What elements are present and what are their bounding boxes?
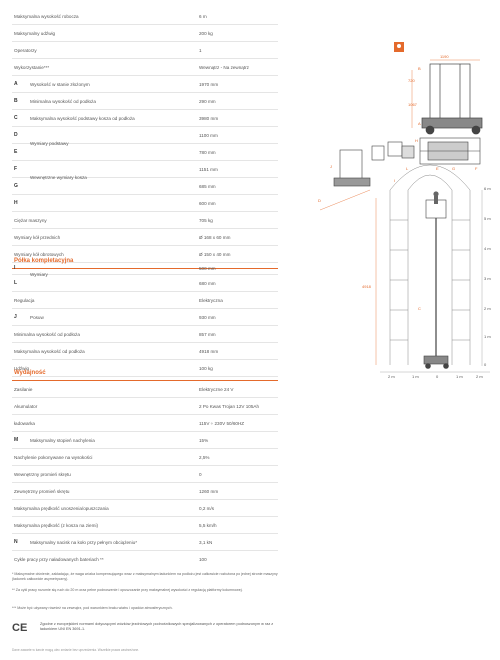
bottom-disclaimer: Dane zawarte w karcie mogą ulec zmianie bez uprzedzenia. Wszelkie prawa zastrzeżone. (12, 648, 140, 652)
spec-letter: F (14, 166, 18, 172)
spec-value: 2,5% (199, 455, 210, 460)
shelf-row-j (12, 309, 278, 326)
spec-label: Zewnętrzny promień skrętu (14, 489, 70, 494)
dim-label-i: I (394, 178, 396, 183)
spec-label: Maksymalna prędkość (z kosza na ziemi) (14, 523, 98, 528)
spec-value: 6 m (199, 14, 207, 19)
ruler-label: 1 m (412, 374, 419, 379)
spec-label: Minimalna wysokość od podłoża (30, 99, 96, 104)
spec-row-c (12, 110, 278, 127)
spec-value: Wewnątrz - Na zewnątrz (199, 65, 249, 70)
spec-value: 1260 mm (199, 489, 219, 494)
shelving-rack-drawing (390, 165, 470, 365)
footnote-3: *** Może być używany również na zewnątrz, pod warunkiem braku wiatru i opadów atmosferycznych. (12, 606, 173, 610)
machine-3d-left (334, 146, 384, 186)
spec-label: Posuw (30, 315, 44, 320)
top-view-drawing (420, 138, 480, 164)
ce-compliance-text: Zgodne z europejskimi normami dotyczącymi wózków jezdniowych podnośnikowych specjalizowanych z operatorem podnoszonym w raz z ładunkiem UNI EN 3691-1. (40, 622, 274, 631)
dim-label-1190: 1190 (440, 54, 449, 59)
ruler-label: 0 (436, 374, 439, 379)
ruler-label: 2 m (476, 374, 483, 379)
spec-label: Akumulator (14, 404, 38, 409)
dim-label-720: 720 (408, 78, 415, 83)
spec-row-e (12, 144, 278, 161)
shelf-dims-label: Wymiary (30, 272, 48, 277)
spec-letter: G (14, 183, 18, 189)
perf-row-m (12, 432, 278, 449)
spec-label: Ciężar maszyny (14, 218, 47, 223)
basket-dims-label: Wewnętrzne wymiary kosza (30, 175, 87, 180)
ruler-label: 2 m (484, 306, 491, 311)
spec-row-b (12, 93, 278, 110)
perf-row-lift-speed (12, 500, 278, 517)
shelf-row-i (12, 258, 278, 275)
spec-value: 100 (199, 557, 207, 562)
section-title-shelf: Półka kompletacyjna (14, 258, 74, 264)
spec-letter: N (14, 539, 18, 545)
perf-row-charger (12, 415, 278, 432)
person-warning-icon (394, 42, 404, 52)
spec-letter: D (14, 132, 18, 138)
machine-3d-right (388, 142, 414, 158)
spec-value: 0 (199, 472, 202, 477)
perf-row-outer-radius (12, 483, 278, 500)
spec-row-a (12, 76, 278, 93)
spec-label: Udźwig (14, 366, 30, 371)
spec-value: 3980 mm (199, 116, 219, 121)
spec-value: 4918 mm (199, 349, 219, 354)
dim-label-c: C (418, 306, 421, 311)
perf-row-slope (12, 449, 278, 466)
spec-letter: L (14, 280, 18, 286)
spec-label: Wysokość w stanie złożonym (30, 82, 90, 87)
dim-label-4918: 4918 (362, 284, 371, 289)
dim-line (320, 190, 370, 210)
perf-row-inner-radius (12, 466, 278, 483)
spec-label: Maksymalna wysokość robocza (14, 14, 79, 19)
spec-value: 685 mm (199, 184, 216, 189)
spec-row-front-wheels (12, 229, 278, 246)
technical-drawings (290, 30, 495, 390)
spec-letter: J (14, 314, 17, 320)
spec-letter: H (14, 200, 18, 206)
shelf-row-l (12, 275, 278, 292)
spec-value: Ø 150 x 40 mm (199, 252, 231, 257)
spec-label: Wymiary kół obrotowych (14, 252, 64, 257)
spec-value: 857 mm (199, 332, 216, 337)
spec-value: 680 mm (199, 281, 216, 286)
spec-letter: E (14, 149, 18, 155)
shelf-row-max-height (12, 343, 278, 360)
spec-value: 780 mm (199, 150, 216, 155)
perf-row-drive-speed (12, 517, 278, 534)
spec-value: 1151 mm (199, 167, 218, 172)
spec-value: 500 mm (199, 266, 216, 271)
perf-row-battery (12, 398, 278, 415)
spec-value: 2 Po Kwas Trojan 12V 105Ah (199, 404, 260, 409)
spec-row-weight (12, 212, 278, 229)
spec-label: Maksymalna wysokość podstawy kosza od podłoża (30, 116, 135, 121)
spec-letter: C (14, 115, 18, 121)
spec-value: 3,1 kN (199, 540, 213, 545)
spec-label: Nachylenie pokonywane na wysokości (14, 455, 93, 460)
dim-label-f: F (475, 166, 478, 171)
spec-value: 100 kg (199, 366, 213, 371)
dim-label-e: E (436, 166, 439, 171)
spec-value: 1 (199, 48, 202, 53)
spec-value: 930 mm (199, 315, 216, 320)
spec-label: Maksymalny stopień nachylenia (30, 438, 95, 443)
spec-row-max-working-height (12, 8, 278, 25)
side-view-drawing (422, 64, 482, 134)
spec-value: 290 mm (199, 99, 216, 104)
spec-letter: B (14, 98, 18, 104)
dim-label-1067: 1067 (408, 102, 417, 107)
ruler-label: 0 (484, 362, 487, 367)
spec-value: 200 kg (199, 31, 213, 36)
footnote-2: ** Za cykl pracy rozumie się ruch do 20 m oraz pełne podnoszenie i opuszczanie przy maksymalnej wysokości z regulacją platformy kolumnowej. (12, 588, 243, 592)
base-dims-label: Wymiary podstawy (30, 141, 69, 146)
spec-label: Wewnętrzny promień skrętu (14, 472, 71, 477)
spec-row-g (12, 178, 278, 195)
spec-label: Maksymalny nacisk na koło przy pełnym obciążeniu* (30, 540, 137, 545)
spec-label: Operatorzy (14, 48, 37, 53)
spec-letter: I (14, 265, 16, 271)
spec-row-operators (12, 42, 278, 59)
spec-letter: M (14, 437, 19, 443)
spec-row-max-capacity (12, 25, 278, 42)
perf-row-cycles (12, 551, 278, 568)
elevated-platform-drawing (424, 200, 449, 369)
ruler-label: 2 m (388, 374, 395, 379)
spec-value: 15% (199, 438, 209, 443)
ce-mark: CE (12, 622, 28, 634)
ruler-label: 3 m (484, 276, 491, 281)
spec-value: Elektryczne 24 V (199, 387, 234, 392)
ruler-label: 5 m (484, 216, 491, 221)
spec-value: Elektryczna (199, 298, 223, 303)
spec-row-usage (12, 59, 278, 76)
spec-label: Cykle pracy przy naładowanych bateriach ** (14, 557, 104, 562)
height-ruler (482, 186, 491, 367)
section-title-performance: Wydajność (14, 370, 46, 376)
dim-label-b: B (418, 66, 421, 71)
perf-row-power (12, 381, 278, 398)
shelf-row-capacity (12, 360, 278, 377)
spec-value: Ø 168 x 60 mm (199, 235, 231, 240)
spec-value: 5,5 km/h (199, 523, 217, 528)
dim-label-a: A (418, 121, 421, 126)
dim-label-g: G (452, 166, 456, 171)
dim-label-h: H (415, 138, 418, 143)
spec-label: Maksymalna wysokość od podłoża (14, 349, 85, 354)
dim-label-l: L (406, 166, 409, 171)
shelf-row-min-height (12, 326, 278, 343)
spec-label: Maksymalna prędkość unoszenia/opuszczania (14, 506, 109, 511)
ruler-label: 1 m (456, 374, 463, 379)
spec-label: Maksymalny udźwig (14, 31, 56, 36)
operator-figure (433, 191, 438, 204)
spec-row-h (12, 195, 278, 212)
ruler-label: 6 m (484, 186, 491, 191)
shelf-row-regulation (12, 292, 278, 309)
spec-value: 1970 mm (199, 82, 219, 87)
spec-label: Wykorzystanie*** (14, 65, 50, 70)
ruler-label: 4 m (484, 246, 491, 251)
spec-value: 115V ÷ 230V 50/60HZ (199, 421, 245, 426)
bottom-ruler (380, 372, 490, 379)
spec-value: 1100 mm (199, 133, 218, 138)
spec-value: 0,2 m/s (199, 506, 215, 511)
dim-label-d: D (318, 198, 321, 203)
spec-label: Zasilanie (14, 387, 33, 392)
spec-label: Minimalna wysokość od podłoża (14, 332, 80, 337)
spec-label: ładowarka (14, 421, 35, 426)
spec-label: Wymiary kół przednich (14, 235, 61, 240)
perf-row-n (12, 534, 278, 551)
spec-letter: A (14, 81, 18, 87)
ruler-label: 1 m (484, 334, 491, 339)
spec-value: 705 kg (199, 218, 213, 223)
dim-label-j: J (330, 164, 332, 169)
spec-value: 600 mm (199, 201, 216, 206)
spec-label: Regulacja (14, 298, 35, 303)
footnote-1: * Maksymalne ciśnienie, zakładając, że waga wózka kompensującego wraz z maksymalnym ładunkiem na podłożu jest całkowicie rozłożona po jednej stronie maszyny (ładunek całkowicie asymetryczny). (12, 572, 278, 581)
